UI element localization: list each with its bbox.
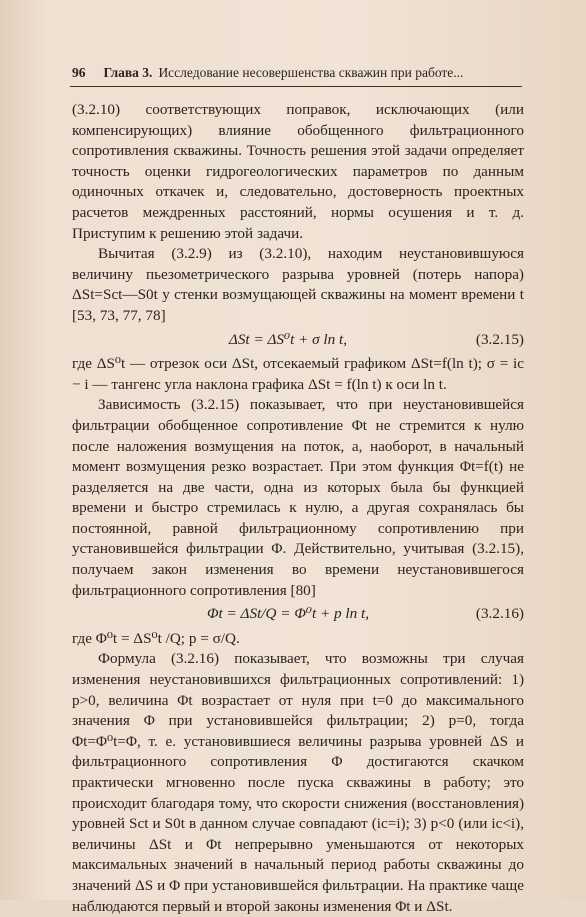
header-rule — [70, 86, 522, 87]
equation-formula: ΔSt = ΔS⁰t + σ ln t, — [228, 330, 348, 348]
equation-label: (3.2.15) — [475, 330, 524, 348]
paragraph-5: где Φ⁰t = ΔS⁰t /Q; p = σ/Q. — [72, 629, 240, 647]
body-text — [72, 100, 524, 917]
equation-formula: Φt = ΔSt/Q = Φ⁰t + p ln t, — [206, 605, 370, 623]
chapter-label: Глава 3. — [103, 65, 153, 80]
paragraph-4: Зависимость (3.2.15) показывает, что при неустановившейся фильтрации обобщенное сопротивление Φt не стремится к нулю после наложения возмущения на поток, а, наоборот, в начальный момент возмущения резко возрастает. При этом функция Φt=f(t) не разделяется на две части, одна из которых была бы функцией времени и быстро стремилась к нулю, а другая сохранялась бы постоянной, равной фильтрационному сопротивлению при установившейся фильтрации Φ. Действительно, учитывая (3.2.15), получаем закон изменения во времени неустановившегося фильтрационного сопротивления [80] — [72, 396, 524, 599]
equation-3-2-16 — [72, 604, 524, 625]
paragraph-6: Формула (3.2.16) показывает, что возможны три случая изменения неустановившихся фильтрационных сопротивлений: 1) p>0, величина Φt возрастает от нуля при t=0 до максимального значения Φ при установившейся фильтрации; 2) p=0, тогда Φt=Φ⁰t=Φ, т. е. установившиеся величины разрыва уровней ΔS и фильтрационного сопротивления Φ достигаются скачком практически мгновенно после пуска скважины в работу; это происходит благодаря тому, что скорости снижения (восстановления) уровней Sct и S0t в данном случае совпадают (ic=i); 3) p<0 (или ic<i), величины ΔSt и Φt непрерывно уменьшаются от некоторых максимальных значений в начальный период работы скважины до значений ΔS и Φ при установившейся фильтрации. На практике чаще наблюдаются первый и второй законы изменения Φt и ΔSt. — [72, 650, 524, 915]
paragraph-3: где ΔS⁰t — отрезок оси ΔSt, отсекаемый графиком ΔSt=f(ln t); σ = ic − i — тангенс угла наклона графика ΔSt = f(ln t) к оси ln t. — [72, 355, 524, 393]
paragraph-1: (3.2.10) соответствующих поправок, исключающих (или компенсирующих) влияние обобщенного фильтрационного сопротивления скважины. Точность решения этой задачи определяет точность оценки гидрогеологических параметров по данным одиночных откачек и, следовательно, достоверность проектных расчетов междренных расстояний, нормы осушения и т. д. Приступим к решению этой задачи. — [72, 101, 524, 242]
equation-3-2-15 — [72, 330, 524, 351]
equation-label: (3.2.16) — [475, 605, 524, 623]
page-number: 96 — [72, 65, 86, 80]
running-header — [72, 64, 522, 82]
chapter-title: Исследование несовершенства скважин при работе... — [158, 65, 464, 80]
paragraph-2: Вычитая (3.2.9) из (3.2.10), находим неустановившуюся величину пьезометрического разрыва уровней (потерь напора) ΔSt=Sct—S0t у стенки возмущающей скважины на момент времени t [53, 73, 77, 78] — [72, 245, 524, 324]
